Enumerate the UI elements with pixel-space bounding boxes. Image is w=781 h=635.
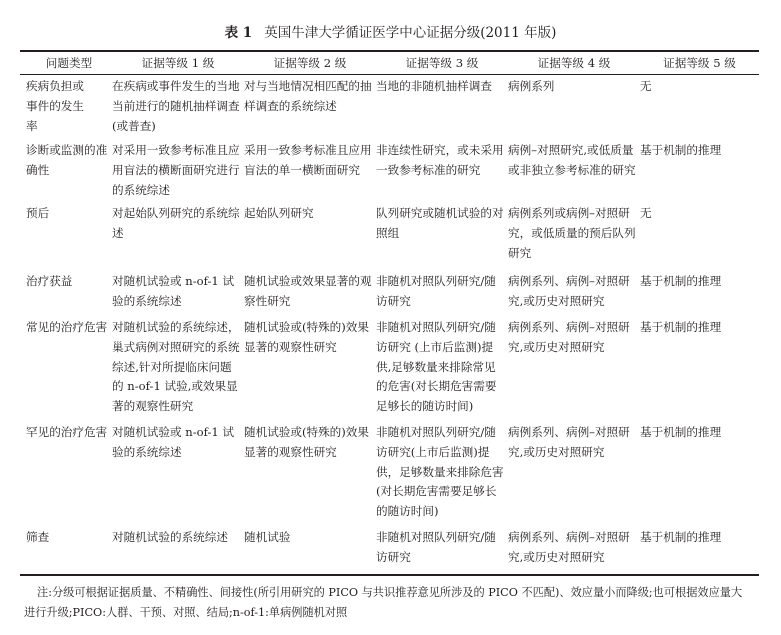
table-row — [20, 75, 759, 141]
table-title: 英国牛津大学循证医学中心证据分级(2011 年版) — [264, 25, 557, 41]
cell-level-4: 病例–对照研究,或低质量或非独立参考标准的研究 — [508, 143, 636, 177]
cell-level-2: 起始队列研究 — [244, 206, 314, 220]
header-level-1: 证据等级 1 级 — [141, 56, 215, 70]
cell-level-1: 对采用一致参考标准且应用盲法的横断面研究进行的系统综述 — [112, 143, 240, 197]
cell-level-5: 无 — [640, 79, 652, 93]
header-level-2: 证据等级 2 级 — [273, 56, 347, 70]
table-row — [20, 203, 759, 271]
table-number: 表 1 — [224, 25, 253, 41]
table-row — [20, 140, 759, 203]
cell-question-type: 治疗获益 — [26, 274, 73, 288]
table-header-row — [20, 51, 759, 75]
cell-level-5: 基于机制的推理 — [640, 425, 722, 439]
table-row — [20, 271, 759, 317]
cell-level-2: 随机试验 — [244, 530, 291, 544]
cell-level-4: 病例系列、病例–对照研究,或历史对照研究 — [508, 425, 630, 459]
cell-question-type: 筛查 — [26, 530, 50, 544]
cell-level-1: 对起始队列研究的系统综述 — [112, 206, 240, 240]
cell-level-1: 在疾病或事件发生的当地当前进行的随机抽样调查(或普查) — [112, 79, 240, 133]
cell-level-3: 非随机对照队列研究/随访研究 — [376, 274, 496, 308]
cell-level-3: 非随机对照队列研究/随访研究(上市后监测)提供，足够数量来排除危害 (对长期危害需要足够长的随访时间) — [376, 425, 504, 519]
cell-question-type — [20, 75, 112, 141]
cell-level-5: 基于机制的推理 — [640, 143, 722, 157]
cell-question-type: 常见的治疗危害 — [26, 320, 108, 334]
cell-level-2: 对与当地情况相匹配的抽样调查的系统综述 — [244, 79, 372, 113]
cell-level-4: 病例系列、病例–对照研究,或历史对照研究 — [508, 274, 630, 308]
cell-question-type: 诊断或监测的准确性 — [26, 143, 108, 177]
cell-level-3: 非随机对照队列研究/随访研究 — [376, 530, 496, 564]
cell-level-3: 队列研究或随机试验的对照组 — [376, 206, 504, 240]
cell-level-5: 无 — [640, 206, 652, 220]
cell-level-3: 当地的非随机抽样调查 — [376, 79, 492, 93]
header-level-4: 证据等级 4 级 — [537, 56, 611, 70]
table-footnote: 注:分级可根据证据质量、不精确性、间接性(所引用研究的 PICO 与共识推荐意见所涉及的 PICO 不匹配)、效应量小而降级;也可根据效应量大进行升级;PICO:人群、干预、对照、结局;n-of-1:单病例随机对照 — [24, 586, 743, 619]
cell-level-4: 病例系列或病例–对照研究，或低质量的预后队列研究 — [508, 206, 636, 260]
table-row — [20, 317, 759, 422]
cell-level-4: 病例系列、病例–对照研究,或历史对照研究 — [508, 530, 630, 564]
cell-level-3: 非随机对照队列研究/随访研究 (上市后监测)提供,足够数量来排除常见的危害(对长期危害需要足够长的随访时间) — [376, 320, 497, 414]
cell-level-1: 对随机试验的系统综述，巢式病例对照研究的系统综述,针对所提临床问题的 n-of-1 试验,或效果显著的观察性研究 — [112, 320, 240, 414]
header-level-5: 证据等级 5 级 — [663, 56, 736, 70]
cell-level-4: 病例系列、病例–对照研究,或历史对照研究 — [508, 320, 630, 354]
cell-level-3: 非连续性研究，或未采用一致参考标准的研究 — [376, 143, 504, 177]
evidence-level-table — [20, 50, 759, 576]
cell-level-5: 基于机制的推理 — [640, 530, 722, 544]
table-caption — [0, 24, 781, 42]
header-question-type: 问题类型 — [45, 56, 93, 70]
cell-question-type: 预后 — [26, 206, 50, 220]
cell-level-2: 采用一致参考标准且应用盲法的单一横断面研究 — [244, 143, 372, 177]
cell-level-1: 对随机试验或 n-of-1 试验的系统综述 — [112, 274, 235, 308]
cell-level-2: 随机试验或效果显著的观察性研究 — [244, 274, 372, 308]
cell-level-5: 基于机制的推理 — [640, 274, 722, 288]
cell-level-1: 对随机试验的系统综述 — [112, 530, 228, 544]
cell-level-5: 基于机制的推理 — [640, 320, 722, 334]
row-label: 疾病负担或事件的发生率 — [26, 79, 84, 133]
cell-level-2: 随机试验或(特殊的)效果显著的观察性研究 — [244, 320, 369, 354]
header-level-3: 证据等级 3 级 — [405, 56, 479, 70]
cell-level-2: 随机试验或(特殊的)效果显著的观察性研究 — [244, 425, 369, 459]
cell-level-1: 对随机试验或 n-of-1 试验的系统综述 — [112, 425, 235, 459]
table-row — [20, 422, 759, 527]
cell-level-4: 病例系列 — [508, 79, 555, 93]
cell-question-type: 罕见的治疗危害 — [26, 425, 108, 439]
table-row — [20, 527, 759, 575]
